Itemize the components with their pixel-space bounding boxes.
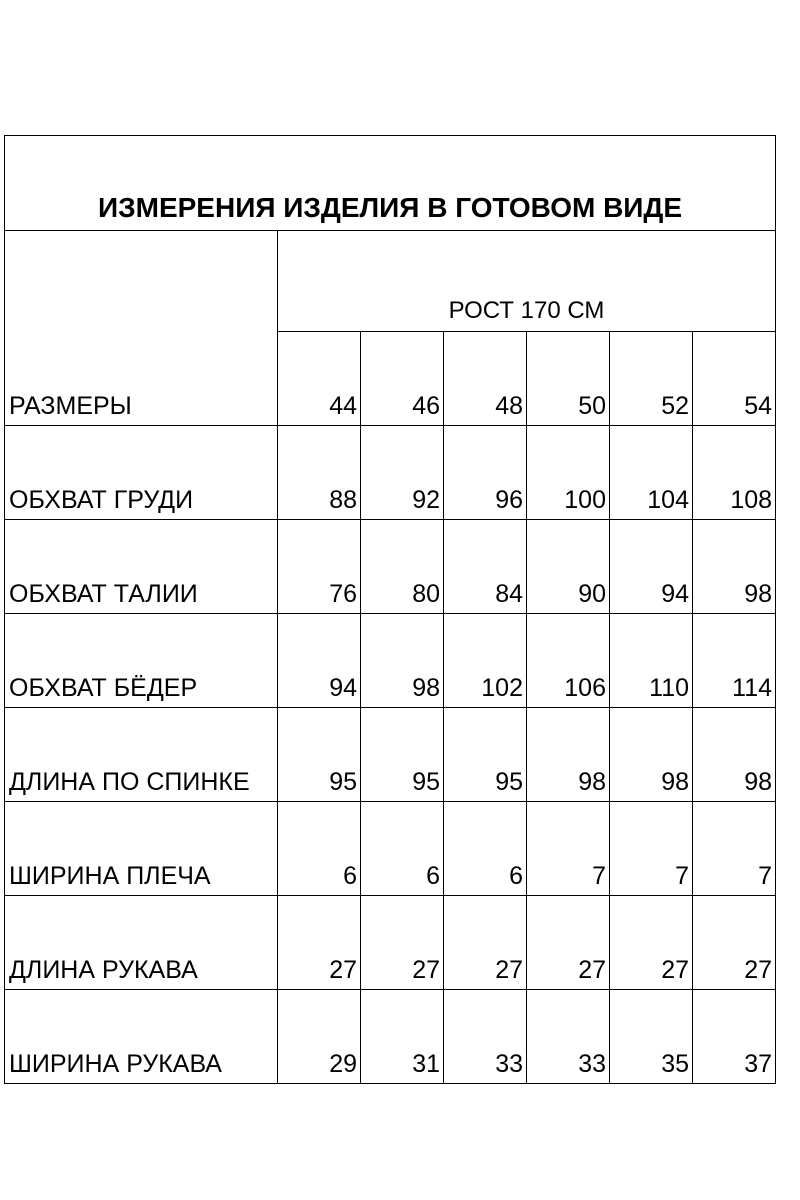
value-cell: 95 [278, 708, 361, 802]
row-label: РАЗМЕРЫ [5, 332, 278, 426]
value-cell: 7 [527, 802, 610, 896]
value-cell: 98 [693, 708, 776, 802]
blank-header-cell [5, 231, 278, 332]
table-row [5, 990, 776, 1084]
size-header-cell: 44 [278, 332, 361, 426]
height-row [5, 231, 776, 332]
value-cell: 31 [361, 990, 444, 1084]
value-cell: 27 [693, 896, 776, 990]
value-cell: 95 [361, 708, 444, 802]
table-row [5, 614, 776, 708]
value-cell: 76 [278, 520, 361, 614]
value-cell: 104 [610, 426, 693, 520]
value-cell: 94 [610, 520, 693, 614]
value-cell: 100 [527, 426, 610, 520]
size-chart-table [4, 135, 776, 1084]
value-cell: 37 [693, 990, 776, 1084]
value-cell: 96 [444, 426, 527, 520]
value-cell: 6 [444, 802, 527, 896]
value-cell: 27 [278, 896, 361, 990]
value-cell: 27 [527, 896, 610, 990]
value-cell: 88 [278, 426, 361, 520]
value-cell: 7 [693, 802, 776, 896]
value-cell: 6 [361, 802, 444, 896]
value-cell: 108 [693, 426, 776, 520]
table-row [5, 520, 776, 614]
value-cell: 110 [610, 614, 693, 708]
row-label: ОБХВАТ БЁДЕР [5, 614, 278, 708]
value-cell: 29 [278, 990, 361, 1084]
row-label: ОБХВАТ ГРУДИ [5, 426, 278, 520]
value-cell: 114 [693, 614, 776, 708]
value-cell: 106 [527, 614, 610, 708]
value-cell: 7 [610, 802, 693, 896]
value-cell: 35 [610, 990, 693, 1084]
value-cell: 90 [527, 520, 610, 614]
value-cell: 95 [444, 708, 527, 802]
value-cell: 84 [444, 520, 527, 614]
table-row [5, 896, 776, 990]
row-label: ШИРИНА ПЛЕЧА [5, 802, 278, 896]
value-cell: 80 [361, 520, 444, 614]
value-cell: 94 [278, 614, 361, 708]
row-label: ШИРИНА РУКАВА [5, 990, 278, 1084]
size-header-cell: 52 [610, 332, 693, 426]
row-label: ОБХВАТ ТАЛИИ [5, 520, 278, 614]
size-header-cell: 48 [444, 332, 527, 426]
value-cell: 6 [278, 802, 361, 896]
height-label: РОСТ 170 СМ [278, 231, 776, 332]
table-row [5, 332, 776, 426]
title-row [5, 136, 776, 231]
value-cell: 92 [361, 426, 444, 520]
value-cell: 98 [527, 708, 610, 802]
size-header-cell: 46 [361, 332, 444, 426]
size-header-cell: 50 [527, 332, 610, 426]
table-row [5, 426, 776, 520]
size-header-cell: 54 [693, 332, 776, 426]
value-cell: 27 [610, 896, 693, 990]
row-label: ДЛИНА ПО СПИНКЕ [5, 708, 278, 802]
value-cell: 33 [444, 990, 527, 1084]
table-row [5, 708, 776, 802]
table-row [5, 802, 776, 896]
row-label: ДЛИНА РУКАВА [5, 896, 278, 990]
value-cell: 33 [527, 990, 610, 1084]
value-cell: 102 [444, 614, 527, 708]
value-cell: 98 [361, 614, 444, 708]
value-cell: 27 [361, 896, 444, 990]
value-cell: 98 [610, 708, 693, 802]
table-title: ИЗМЕРЕНИЯ ИЗДЕЛИЯ В ГОТОВОМ ВИДЕ [5, 136, 776, 231]
value-cell: 27 [444, 896, 527, 990]
value-cell: 98 [693, 520, 776, 614]
